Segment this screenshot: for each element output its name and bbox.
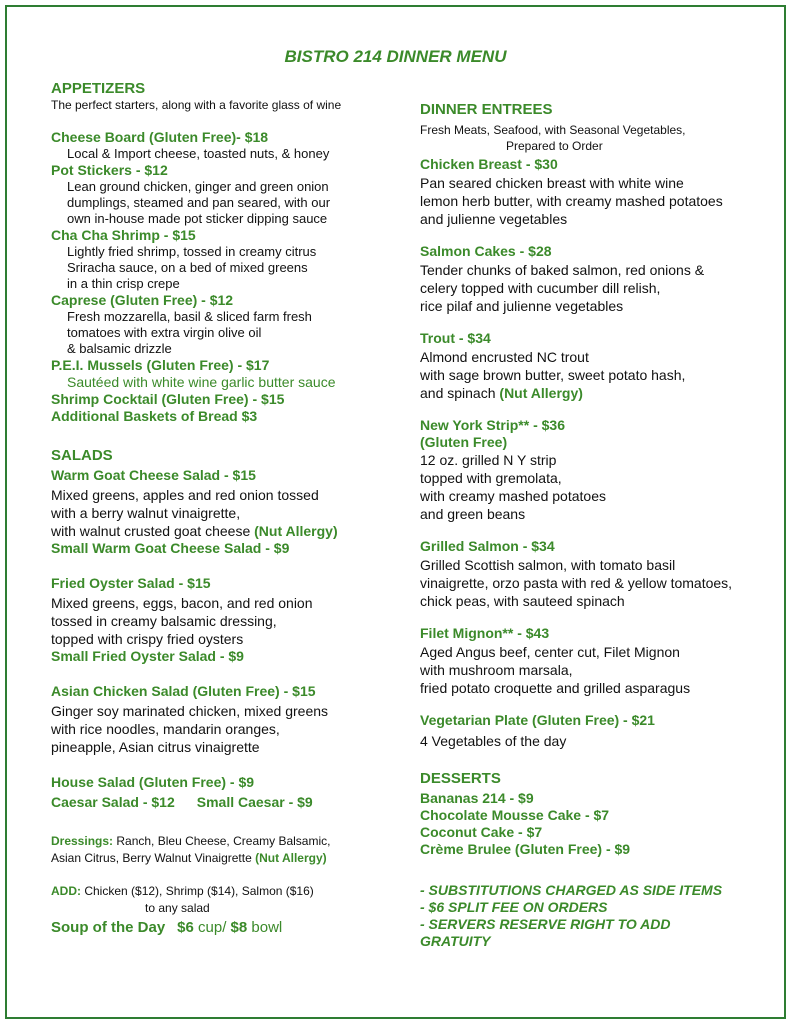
item-cha-cha-shrimp: Cha Cha Shrimp - $15 — [51, 227, 196, 243]
appetizers-heading: APPETIZERS — [51, 80, 146, 97]
item-desc: Lean ground chicken, ginger and green onion — [67, 179, 329, 194]
desc-text: with walnut crusted goat cheese — [51, 523, 255, 539]
note-split-fee: - $6 SPLIT FEE ON ORDERS — [420, 899, 608, 915]
item-coconut-cake: Coconut Cake - $7 — [420, 824, 543, 840]
soup-bowl-price: $8 — [230, 919, 248, 936]
item-desc: topped with crispy fried oysters — [51, 631, 244, 647]
item-desc: & balsamic drizzle — [67, 341, 172, 356]
entrees-heading: DINNER ENTREES — [420, 101, 553, 118]
item-new-york-strip: New York Strip** - $36 — [420, 417, 565, 433]
item-desc: Sautéed with white wine garlic butter sauce — [67, 374, 336, 390]
soup-line — [51, 919, 391, 936]
item-small-fried-oyster: Small Fried Oyster Salad - $9 — [51, 648, 244, 664]
note-substitutions: - SUBSTITUTIONS CHARGED AS SIDE ITEMS — [420, 882, 723, 898]
entrees-subtitle: Prepared to Order — [506, 139, 603, 153]
item-vegetarian-plate: Vegetarian Plate (Gluten Free) - $21 — [420, 712, 655, 728]
item-salmon-cakes: Salmon Cakes - $28 — [420, 243, 552, 259]
item-desc: 12 oz. grilled N Y strip — [420, 452, 557, 468]
gluten-free-label: (Gluten Free) — [420, 434, 508, 450]
item-desc — [51, 522, 391, 540]
item-desc: Aged Angus beef, center cut, Filet Mignon — [420, 644, 680, 660]
item-caesar: Caesar Salad - $12 — [51, 794, 175, 810]
item-trout: Trout - $34 — [420, 330, 491, 346]
item-mussels: P.E.I. Mussels (Gluten Free) - $17 — [51, 357, 270, 373]
item-desc: tossed in creamy balsamic dressing, — [51, 613, 277, 629]
item-desc: Mixed greens, apples and red onion tossed — [51, 487, 319, 503]
item-desc: lemon herb butter, with creamy mashed potatoes — [420, 193, 723, 209]
menu-title: BISTRO 214 DINNER MENU — [284, 47, 507, 66]
item-desc: and julienne vegetables — [420, 211, 568, 227]
nut-allergy-label: (Nut Allergy) — [255, 851, 327, 865]
nut-allergy-label: (Nut Allergy) — [254, 523, 338, 539]
note-gratuity: - SERVERS RESERVE RIGHT TO ADD — [420, 916, 671, 932]
item-desc: with rice noodles, mandarin oranges, — [51, 721, 280, 737]
salads-heading: SALADS — [51, 447, 113, 464]
soup-cup-price: $6 — [177, 919, 194, 936]
entrees-subtitle: Fresh Meats, Seafood, with Seasonal Vegetables, — [420, 123, 686, 137]
item-filet-mignon: Filet Mignon** - $43 — [420, 625, 550, 641]
item-chicken-breast: Chicken Breast - $30 — [420, 156, 558, 172]
item-cheese-board: Cheese Board (Gluten Free)- $18 — [51, 129, 269, 145]
item-desc: Grilled Scottish salmon, with tomato basil — [420, 557, 676, 573]
dressings-label: Dressings: — [51, 834, 114, 848]
caesar-line — [51, 794, 391, 811]
item-warm-goat-cheese: Warm Goat Cheese Salad - $15 — [51, 467, 256, 483]
item-small-caesar: Small Caesar - $9 — [196, 794, 313, 810]
dressings-line — [51, 833, 391, 850]
item-desc: dumplings, steamed and pan seared, with our — [67, 195, 331, 210]
dressings-text: Asian Citrus, Berry Walnut Vinaigrette — [51, 851, 256, 865]
item-fried-oyster: Fried Oyster Salad - $15 — [51, 575, 211, 591]
desserts-heading: DESSERTS — [420, 770, 501, 787]
item-desc: Local & Import cheese, toasted nuts, & honey — [67, 146, 330, 161]
item-desc: Sriracha sauce, on a bed of mixed greens — [67, 260, 308, 275]
appetizers-subtitle: The perfect starters, along with a favorite glass of wine — [51, 98, 342, 112]
item-desc: Tender chunks of baked salmon, red onions & — [420, 262, 705, 278]
add-text: Chicken ($12), Shrimp ($14), Salmon ($16) — [81, 884, 314, 898]
item-desc: and green beans — [420, 506, 526, 522]
item-desc: Pan seared chicken breast with white wine — [420, 175, 684, 191]
item-desc: with mushroom marsala, — [420, 662, 573, 678]
item-desc: tomatoes with extra virgin olive oil — [67, 325, 262, 340]
item-chocolate-mousse: Chocolate Mousse Cake - $7 — [420, 807, 610, 823]
item-desc: rice pilaf and julienne vegetables — [420, 298, 624, 314]
item-desc: celery topped with cucumber dill relish, — [420, 280, 661, 296]
item-pot-stickers: Pot Stickers - $12 — [51, 162, 168, 178]
add-line — [51, 883, 391, 900]
item-desc: Lightly fried shrimp, tossed in creamy citrus — [67, 244, 317, 259]
item-bananas: Bananas 214 - $9 — [420, 790, 534, 806]
item-desc: with a berry walnut vinaigrette, — [51, 505, 241, 521]
item-desc: Ginger soy marinated chicken, mixed greens — [51, 703, 329, 719]
item-desc: Fresh mozzarella, basil & sliced farm fresh — [67, 309, 312, 324]
item-house-salad: House Salad (Gluten Free) - $9 — [51, 774, 255, 790]
item-desc: Mixed greens, eggs, bacon, and red onion — [51, 595, 313, 611]
soup-bowl: bowl — [247, 919, 283, 936]
nut-allergy-label: (Nut Allergy) — [499, 385, 583, 401]
item-small-warm-goat: Small Warm Goat Cheese Salad - $9 — [51, 540, 290, 556]
item-creme-brulee: Crème Brulee (Gluten Free) - $9 — [420, 841, 631, 857]
item-bread: Additional Baskets of Bread $3 — [51, 408, 258, 424]
item-desc: fried potato croquette and grilled asparagus — [420, 680, 691, 696]
item-desc: with sage brown butter, sweet potato hash, — [420, 367, 686, 383]
item-asian-chicken: Asian Chicken Salad (Gluten Free) - $15 — [51, 683, 316, 699]
item-grilled-salmon: Grilled Salmon - $34 — [420, 538, 555, 554]
item-desc: chick peas, with sauteed spinach — [420, 593, 625, 609]
note-gratuity-cont: GRATUITY — [420, 933, 491, 949]
add-text: to any salad — [145, 901, 210, 915]
dressings-text: Ranch, Bleu Cheese, Creamy Balsamic, — [113, 834, 331, 848]
item-caprese: Caprese (Gluten Free) - $12 — [51, 292, 234, 308]
item-desc: pineapple, Asian citrus vinaigrette — [51, 739, 260, 755]
item-desc — [420, 384, 770, 402]
soup-cup: cup/ — [193, 919, 231, 936]
item-desc: 4 Vegetables of the day — [420, 733, 567, 749]
right-column — [420, 101, 770, 950]
item-desc: in a thin crisp crepe — [67, 276, 180, 291]
item-desc: with creamy mashed potatoes — [420, 488, 606, 504]
item-shrimp-cocktail: Shrimp Cocktail (Gluten Free) - $15 — [51, 391, 285, 407]
item-desc: vinaigrette, orzo pasta with red & yellow tomatoes, — [420, 575, 733, 591]
dressings-line — [51, 850, 391, 867]
left-column — [51, 80, 391, 936]
item-desc: own in-house made pot sticker dipping sauce — [67, 211, 328, 226]
item-desc: Almond encrusted NC trout — [420, 349, 589, 365]
item-soup: Soup of the Day — [51, 919, 166, 936]
item-desc: topped with gremolata, — [420, 470, 562, 486]
desc-text: and spinach — [420, 385, 500, 401]
add-label: ADD: — [51, 884, 81, 898]
